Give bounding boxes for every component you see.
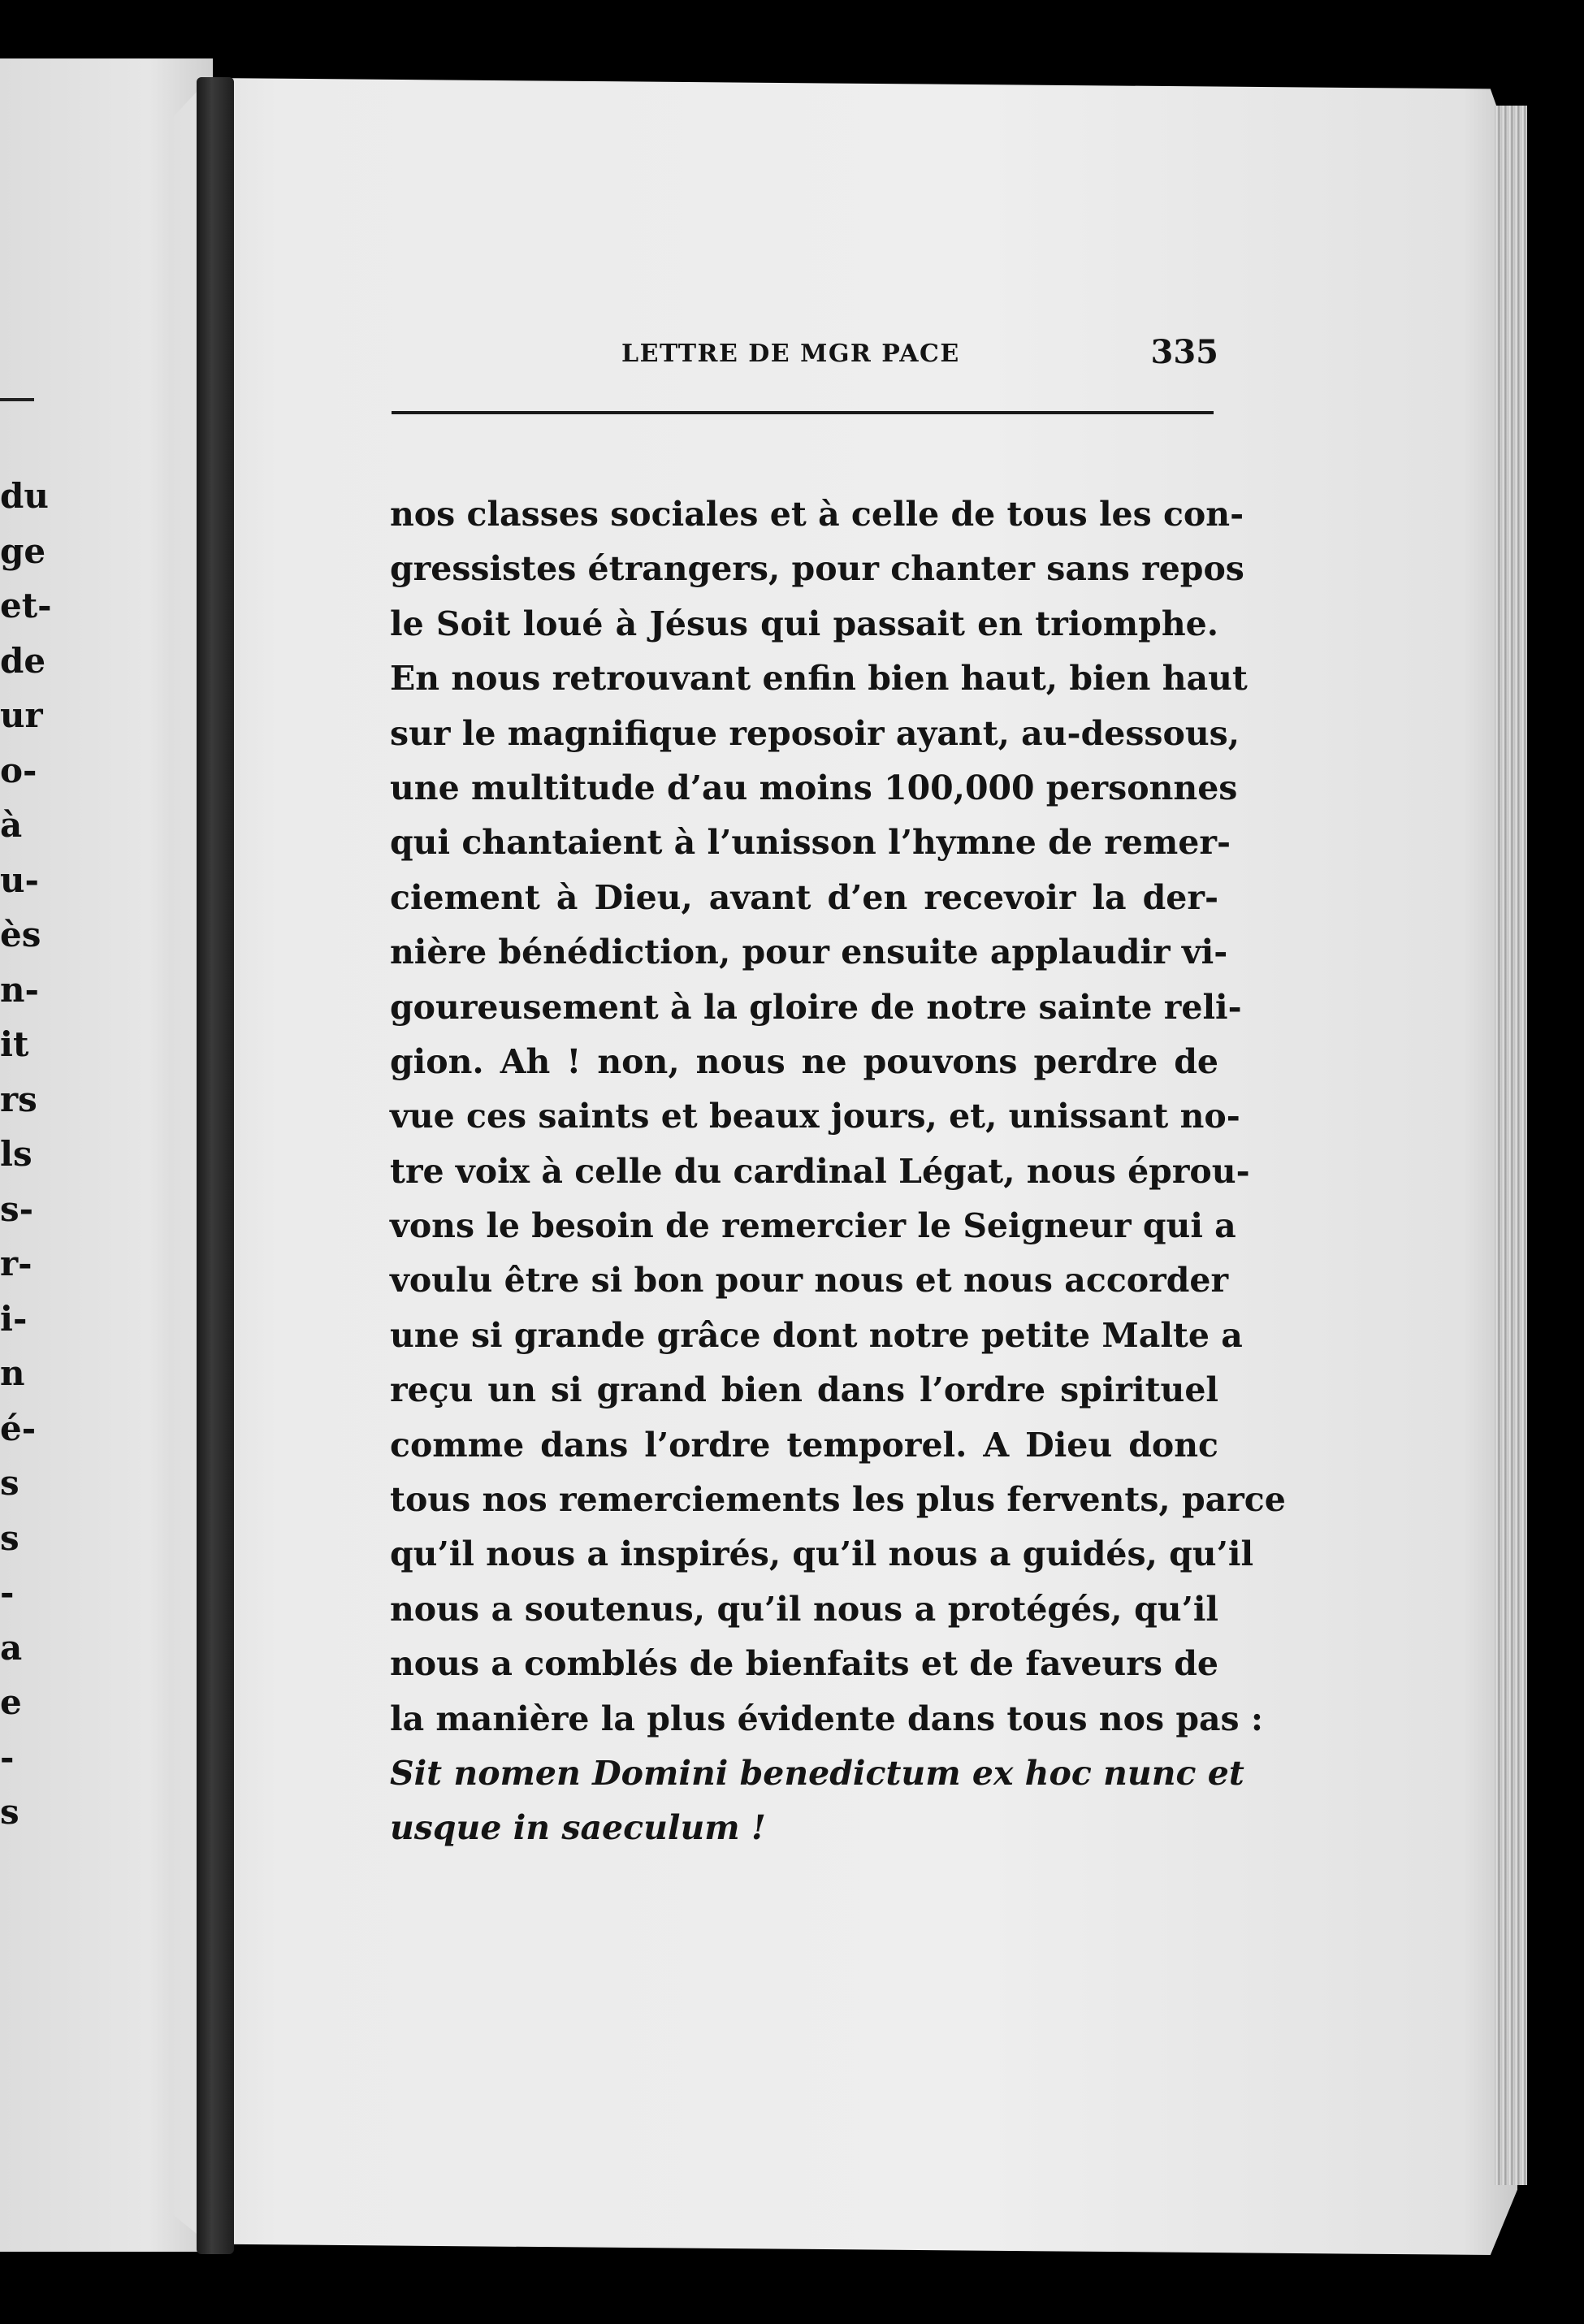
text-line: nous a comblés de bienfaits et de faveurs de xyxy=(390,1644,1218,1684)
previous-page-fragment: s xyxy=(0,1792,19,1832)
previous-page-fragment: - xyxy=(0,1737,15,1777)
text-line: tre voix à celle du cardinal Légat, nous éprou- xyxy=(390,1151,1250,1191)
previous-page-fragment: i- xyxy=(0,1298,28,1339)
previous-page-fragment: ls xyxy=(0,1134,32,1174)
text-line: tous nos remerciements les plus fervents, parce xyxy=(390,1480,1286,1520)
text-line: voulu être si bon pour nous et nous accorder xyxy=(390,1261,1229,1300)
text-line: ciement à Dieu, avant d’en recevoir la der- xyxy=(390,877,1218,917)
text-line: nous a soutenus, qu’il nous a protégés, qu’il xyxy=(390,1589,1218,1629)
page-edges xyxy=(1495,106,1527,2185)
text-line: la manière la plus évidente dans tous nos pas : xyxy=(390,1699,1264,1738)
text-line: une multitude d’au moins 100,000 personnes xyxy=(390,768,1238,807)
previous-page-fragment: à xyxy=(0,805,23,845)
text-line: goureusement à la gloire de notre sainte reli- xyxy=(390,987,1242,1027)
latin-quotation-line: usque in saeculum ! xyxy=(390,1808,766,1848)
previous-page-fragment: é- xyxy=(0,1408,37,1448)
previous-page-fragment: s xyxy=(0,1463,19,1503)
previous-page-fragment: it xyxy=(0,1024,29,1064)
text-line: En nous retrouvant enfin bien haut, bien haut xyxy=(390,659,1248,699)
previous-page-fragment: u- xyxy=(0,859,39,900)
text-line: le Soit loué à Jésus qui passait en triomphe. xyxy=(390,604,1218,643)
previous-page-fragment: ès xyxy=(0,915,41,954)
previous-page-fragment: n xyxy=(0,1353,25,1393)
previous-page-fragment: r- xyxy=(0,1244,32,1283)
previous-page-fragment: e xyxy=(0,1682,22,1722)
previous-page-fragment: n- xyxy=(0,969,39,1010)
previous-page-fragment: o- xyxy=(0,750,37,790)
previous-page-fragment: ge xyxy=(0,530,46,571)
text-line: nière bénédiction, pour ensuite applaudir vi- xyxy=(390,933,1228,972)
previous-page-rule xyxy=(0,398,34,401)
body-text xyxy=(390,487,1286,1856)
text-line: qui chantaient à l’unisson l’hymne de remer- xyxy=(390,823,1231,863)
previous-page-fragment: s- xyxy=(0,1188,34,1229)
header-rule xyxy=(392,411,1214,414)
latin-quotation-line: Sit nomen Domini benedictum ex hoc nunc et xyxy=(390,1753,1244,1793)
running-title: LETTRE DE MGR PACE xyxy=(621,340,960,368)
text-line: gressistes étrangers, pour chanter sans repos xyxy=(390,549,1244,589)
text-line: une si grande grâce dont notre petite Malte a xyxy=(390,1315,1243,1355)
previous-page-fragment: et- xyxy=(0,586,52,625)
previous-page-fragment: - xyxy=(0,1573,15,1612)
text-line: comme dans l’ordre temporel. A Dieu donc xyxy=(390,1425,1218,1465)
previous-page-fragment: de xyxy=(0,640,46,681)
previous-page-fragment: ur xyxy=(0,695,43,735)
text-line: nos classes sociales et à celle de tous les con- xyxy=(390,495,1244,534)
page-number: 335 xyxy=(1150,333,1218,371)
text-line: gion. Ah ! non, nous ne pouvons perdre de xyxy=(390,1041,1218,1081)
previous-page-fragment: a xyxy=(0,1627,23,1668)
previous-page-text-fragments xyxy=(0,469,52,1840)
previous-page-fragment: du xyxy=(0,476,49,516)
previous-page-fragment: s xyxy=(0,1517,19,1558)
text-line: sur le magnifique reposoir ayant, au-dessous, xyxy=(390,713,1240,753)
running-head xyxy=(390,333,1218,390)
text-line: vue ces saints et beaux jours, et, unissant no- xyxy=(390,1097,1240,1136)
book-binding xyxy=(197,77,234,2254)
text-line: qu’il nous a inspirés, qu’il nous a guidés, qu’il xyxy=(390,1534,1254,1574)
text-line: vons le besoin de remercier le Seigneur qui a xyxy=(390,1206,1236,1246)
previous-page-fragment: rs xyxy=(0,1079,37,1119)
text-line: reçu un si grand bien dans l’ordre spirituel xyxy=(390,1370,1218,1410)
